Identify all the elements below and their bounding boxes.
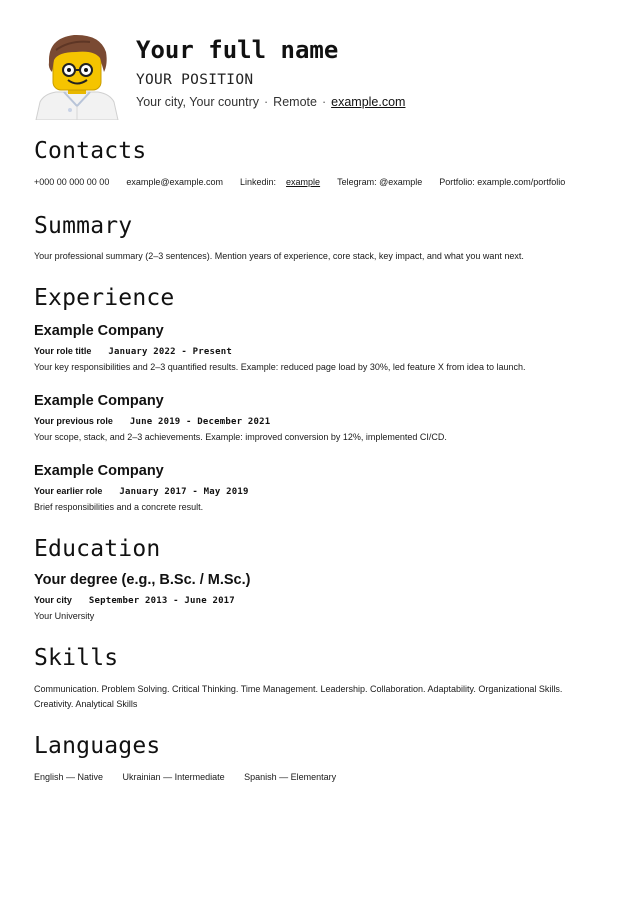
separator: · bbox=[264, 95, 269, 109]
job-entry bbox=[34, 322, 604, 375]
job-dates: June 2019 - December 2021 bbox=[129, 417, 271, 427]
job-description: Your scope, stack, and 2–3 achievements. Example: improved conversion by 12%, implemented CI/CD. bbox=[34, 432, 447, 442]
job-entry bbox=[34, 392, 604, 445]
separator: · bbox=[321, 95, 327, 109]
job-dates: January 2017 - May 2019 bbox=[119, 487, 249, 497]
experience-section bbox=[34, 284, 604, 515]
education-section bbox=[34, 535, 604, 624]
work-mode: Remote bbox=[273, 95, 317, 109]
role-title: Your role title bbox=[34, 346, 92, 356]
role-title: Your earlier role bbox=[34, 486, 103, 496]
education-line bbox=[34, 595, 604, 606]
role-line bbox=[34, 486, 604, 497]
company-name: Example Company bbox=[34, 393, 164, 409]
job-entry bbox=[34, 462, 604, 515]
job-position: YOUR POSITION bbox=[136, 72, 254, 88]
contacts-section bbox=[34, 137, 604, 190]
section-title-education: Education bbox=[34, 536, 161, 562]
location: Your city, Your country bbox=[136, 95, 259, 109]
role-title: Your previous role bbox=[34, 416, 113, 426]
lego-minifigure-avatar-icon bbox=[34, 32, 120, 120]
resume-header bbox=[34, 32, 604, 120]
job-description: Brief responsibilities and a concrete result. bbox=[34, 502, 204, 512]
job-description: Your key responsibilities and 2–3 quantified results. Example: reduced page load by 30%, led feature X from idea to launch. bbox=[34, 362, 526, 372]
company-name: Example Company bbox=[34, 463, 164, 479]
section-title-experience: Experience bbox=[34, 285, 175, 311]
language-item: Ukrainian — Intermediate bbox=[122, 772, 225, 782]
education-dates: September 2013 - June 2017 bbox=[88, 596, 235, 606]
linkedin-label: Linkedin: bbox=[240, 177, 277, 187]
education-city: Your city bbox=[34, 595, 72, 605]
role-line bbox=[34, 346, 604, 357]
location-line bbox=[136, 94, 405, 110]
company-name: Example Company bbox=[34, 323, 164, 339]
section-title-contacts: Contacts bbox=[34, 138, 147, 164]
contacts-row bbox=[34, 175, 604, 190]
summary-section bbox=[34, 212, 604, 264]
website-link[interactable]: example.com bbox=[331, 95, 406, 109]
telegram: Telegram: @example bbox=[337, 177, 423, 187]
section-title-languages: Languages bbox=[34, 733, 161, 759]
university: Your University bbox=[34, 611, 95, 621]
languages-section bbox=[34, 732, 604, 785]
job-dates: January 2022 - Present bbox=[108, 347, 232, 357]
skills-text: Communication. Problem Solving. Critical Thinking. Time Management. Leadership. Collaboration. Adaptability. Organizational Skills. Creativity. Analytical Skills bbox=[34, 684, 563, 709]
language-item: Spanish — Elementary bbox=[244, 772, 337, 782]
portfolio: Portfolio: example.com/portfolio bbox=[439, 177, 566, 187]
full-name: Your full name bbox=[136, 36, 339, 64]
role-line bbox=[34, 416, 604, 427]
degree: Your degree (e.g., B.Sc. / M.Sc.) bbox=[34, 572, 251, 588]
section-title-summary: Summary bbox=[34, 213, 133, 239]
section-title-skills: Skills bbox=[34, 645, 119, 671]
email: example@example.com bbox=[126, 177, 224, 187]
languages-row bbox=[34, 770, 604, 785]
header-text bbox=[136, 32, 405, 110]
skills-section bbox=[34, 644, 604, 712]
resume-page bbox=[34, 32, 604, 785]
phone: +000 00 000 00 00 bbox=[34, 177, 110, 187]
summary-text: Your professional summary (2–3 sentences). Mention years of experience, core stack, key impact, and what you want next. bbox=[34, 251, 524, 261]
language-item: English — Native bbox=[34, 772, 104, 782]
linkedin-link[interactable]: example bbox=[286, 177, 321, 187]
